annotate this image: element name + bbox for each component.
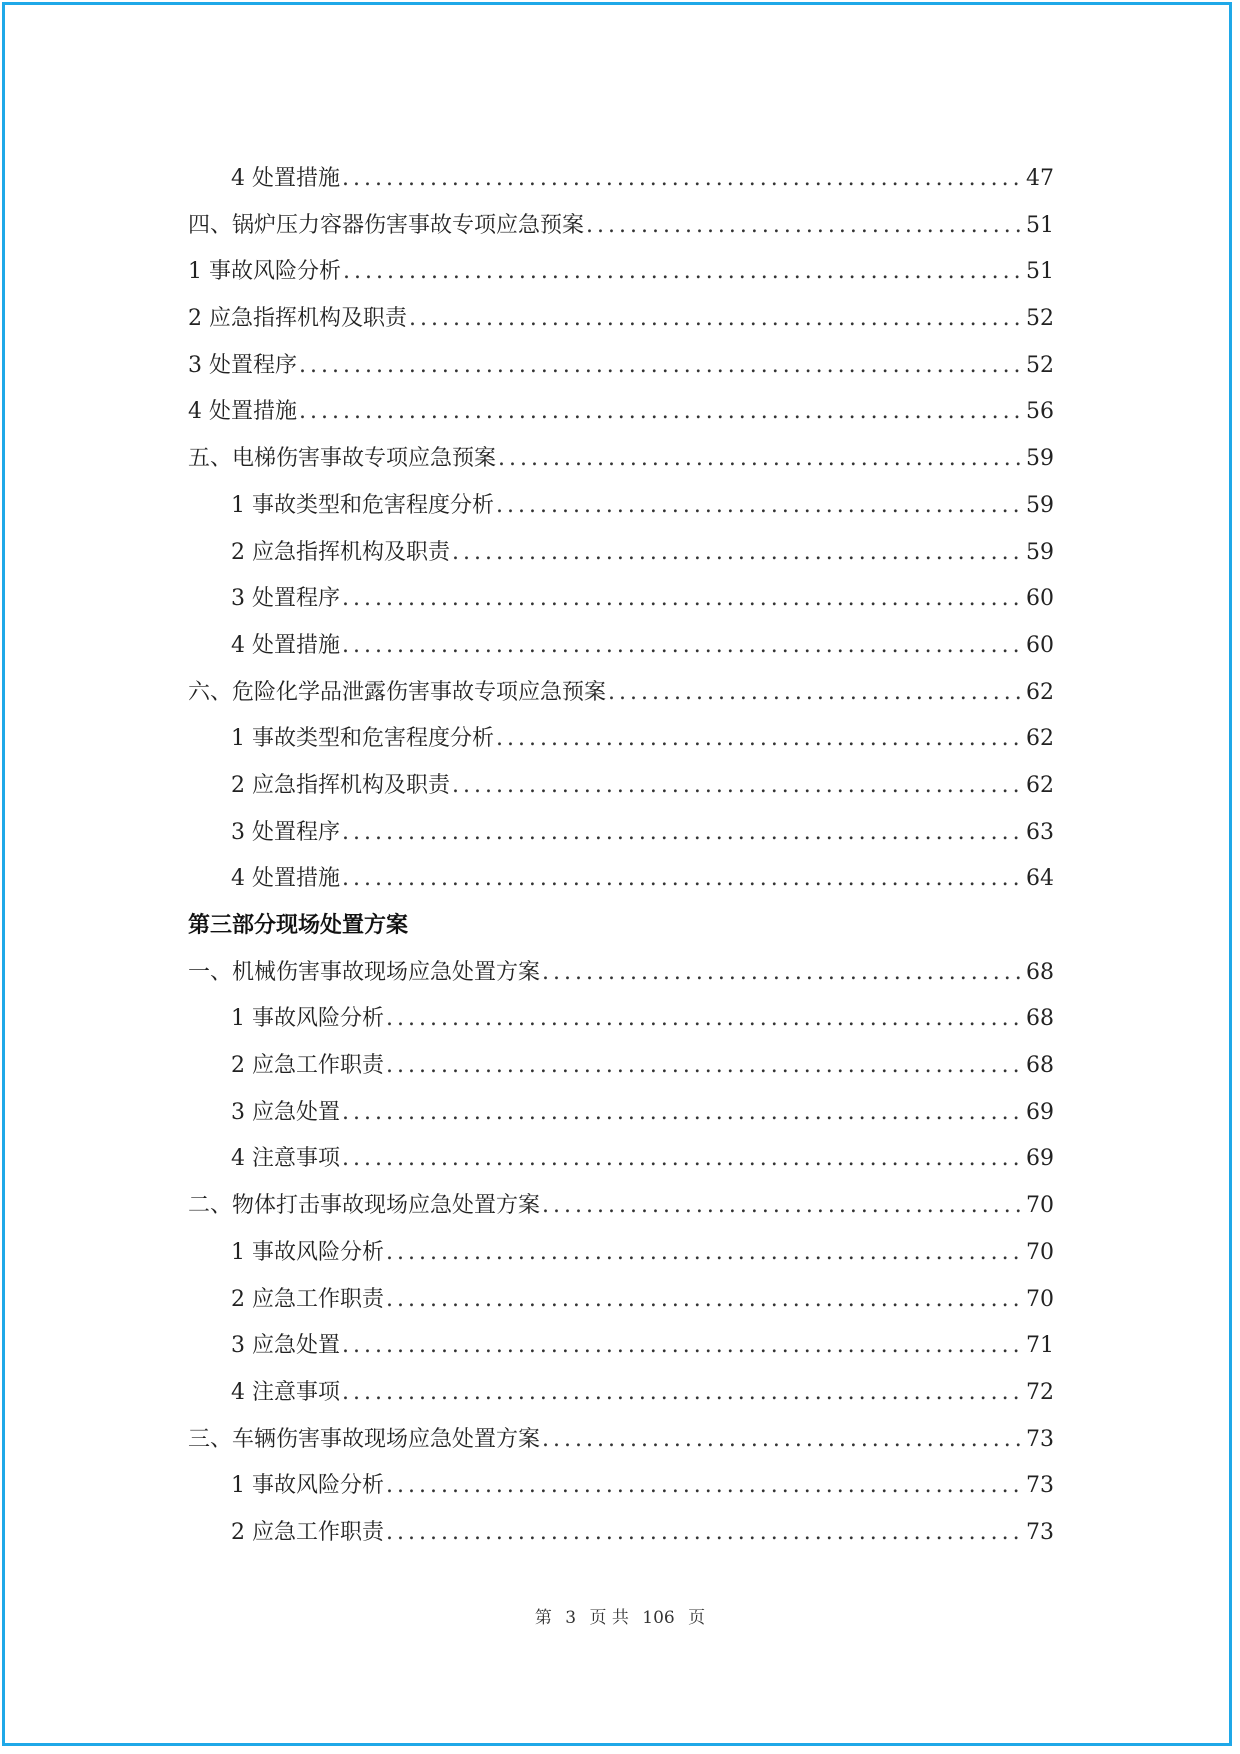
toc-entry[interactable] [188, 1183, 1054, 1230]
toc-entry-title: 1 事故类型和危害程度分析 [231, 726, 494, 752]
toc-entry[interactable] [188, 856, 1054, 903]
toc-entry-page-number: 62 [1026, 726, 1054, 752]
toc-entry-title: 4 处置措施 [231, 632, 340, 658]
toc-entry[interactable] [188, 996, 1054, 1043]
toc-dot-leader [386, 1043, 1024, 1090]
toc-entry[interactable] [188, 530, 1054, 577]
toc-entry[interactable] [188, 1323, 1054, 1370]
toc-entry-title: 2 应急工作职责 [231, 1286, 384, 1312]
toc-dot-leader [342, 856, 1024, 903]
toc-entry-title: 3 处置程序 [231, 819, 340, 845]
toc-entry-title: 2 应急指挥机构及职责 [231, 772, 450, 798]
toc-dot-leader [452, 530, 1024, 577]
toc-entry-page-number: 47 [1026, 166, 1054, 191]
toc-dot-leader [342, 156, 1024, 203]
toc-dot-leader [342, 1090, 1024, 1137]
toc-entry-page-number: 69 [1026, 1146, 1054, 1172]
toc-entry[interactable] [188, 436, 1054, 483]
toc-dot-leader [386, 1277, 1024, 1324]
toc-dot-leader [342, 810, 1024, 857]
toc-entry[interactable] [188, 1463, 1054, 1510]
toc-entry-title: 2 应急指挥机构及职责 [231, 539, 450, 565]
table-of-contents [188, 156, 1054, 1557]
footer-current-page: 3 [565, 1608, 577, 1628]
toc-list-part-b [188, 950, 1054, 1557]
toc-entry[interactable] [188, 203, 1054, 250]
toc-entry-title: 1 事故风险分析 [231, 1006, 384, 1032]
toc-dot-leader [343, 249, 1024, 296]
toc-entry-page-number: 60 [1026, 632, 1054, 658]
page-footer [0, 1603, 1240, 1628]
toc-dot-leader [452, 763, 1024, 810]
toc-entry-title: 4 处置措施 [231, 166, 340, 191]
toc-entry[interactable] [188, 483, 1054, 530]
toc-dot-leader [342, 1323, 1024, 1370]
toc-entry-page-number: 64 [1026, 866, 1054, 892]
toc-entry-page-number: 52 [1026, 352, 1054, 378]
footer-prefix: 第 [534, 1608, 552, 1628]
toc-entry-title: 3 处置程序 [231, 586, 340, 612]
toc-entry[interactable] [188, 1136, 1054, 1183]
toc-entry-title: 2 应急工作职责 [231, 1053, 384, 1079]
toc-entry[interactable] [188, 1510, 1054, 1557]
toc-dot-leader [542, 1417, 1024, 1464]
toc-entry[interactable] [188, 296, 1054, 343]
toc-entry[interactable] [188, 1277, 1054, 1324]
toc-entry-page-number: 70 [1026, 1239, 1054, 1265]
toc-entry[interactable] [188, 249, 1054, 296]
toc-entry[interactable] [188, 716, 1054, 763]
toc-entry-title: 3 应急处置 [231, 1099, 340, 1125]
toc-entry-page-number: 73 [1026, 1426, 1054, 1452]
toc-entry-title: 三、车辆伤害事故现场应急处置方案 [188, 1426, 541, 1452]
toc-dot-leader [586, 203, 1024, 250]
toc-entry-page-number: 59 [1026, 492, 1054, 518]
toc-entry-page-number: 62 [1026, 679, 1054, 705]
toc-entry[interactable] [188, 1043, 1054, 1090]
toc-entry-page-number: 69 [1026, 1099, 1054, 1125]
toc-entry-page-number: 62 [1026, 772, 1054, 798]
toc-dot-leader [342, 623, 1024, 670]
toc-entry-page-number: 68 [1026, 1006, 1054, 1032]
toc-entry-page-number: 72 [1026, 1379, 1054, 1405]
toc-entry[interactable] [188, 156, 1054, 203]
toc-entry-title: 1 事故风险分析 [188, 259, 341, 285]
toc-entry[interactable] [188, 343, 1054, 390]
toc-entry-page-number: 59 [1026, 539, 1054, 565]
toc-dot-leader [342, 1136, 1024, 1183]
toc-entry-title: 1 事故类型和危害程度分析 [231, 492, 494, 518]
toc-entry-title: 3 应急处置 [231, 1333, 340, 1359]
toc-entry-page-number: 56 [1026, 399, 1054, 425]
toc-dot-leader [409, 296, 1024, 343]
toc-entry-page-number: 73 [1026, 1473, 1054, 1499]
toc-entry-title: 4 注意事项 [231, 1146, 340, 1172]
toc-entry-page-number: 70 [1026, 1193, 1054, 1219]
toc-entry-page-number: 63 [1026, 819, 1054, 845]
toc-entry-page-number: 70 [1026, 1286, 1054, 1312]
toc-entry-title: 四、锅炉压力容器伤害事故专项应急预案 [188, 212, 585, 238]
toc-entry[interactable] [188, 763, 1054, 810]
toc-entry-page-number: 59 [1026, 446, 1054, 472]
toc-entry-title: 4 处置措施 [231, 866, 340, 892]
toc-entry-title: 二、物体打击事故现场应急处置方案 [188, 1193, 541, 1219]
toc-entry-title: 1 事故风险分析 [231, 1239, 384, 1265]
toc-list-part-a [188, 156, 1054, 903]
toc-dot-leader [386, 1230, 1024, 1277]
toc-entry-title: 五、电梯伤害事故专项应急预案 [188, 446, 497, 472]
toc-entry-title: 2 应急工作职责 [231, 1519, 384, 1545]
toc-dot-leader [386, 1510, 1024, 1557]
toc-entry-title: 3 处置程序 [188, 352, 297, 378]
toc-dot-leader [496, 716, 1024, 763]
toc-dot-leader [386, 996, 1024, 1043]
toc-entry[interactable] [188, 950, 1054, 997]
toc-dot-leader [608, 670, 1024, 717]
toc-dot-leader [342, 1370, 1024, 1417]
toc-entry[interactable] [188, 810, 1054, 857]
toc-entry[interactable] [188, 1230, 1054, 1277]
toc-entry-page-number: 68 [1026, 1053, 1054, 1079]
toc-entry-page-number: 52 [1026, 306, 1054, 332]
toc-entry-page-number: 51 [1026, 212, 1054, 238]
toc-entry[interactable] [188, 1417, 1054, 1464]
toc-entry[interactable] [188, 1370, 1054, 1417]
footer-suffix: 页 [688, 1608, 706, 1628]
toc-entry-page-number: 71 [1026, 1333, 1054, 1359]
section-heading: 第三部分现场处置方案 [188, 913, 409, 938]
toc-entry-title: 4 处置措施 [188, 399, 297, 425]
toc-entry-page-number: 60 [1026, 586, 1054, 612]
footer-middle: 页 共 [589, 1608, 629, 1628]
toc-entry[interactable] [188, 576, 1054, 623]
toc-entry-page-number: 73 [1026, 1519, 1054, 1545]
toc-dot-leader [342, 576, 1024, 623]
toc-dot-leader [299, 343, 1024, 390]
toc-entry[interactable] [188, 389, 1054, 436]
toc-dot-leader [498, 436, 1024, 483]
toc-entry-title: 4 注意事项 [231, 1379, 340, 1405]
toc-entry-title: 2 应急指挥机构及职责 [188, 306, 407, 332]
toc-dot-leader [496, 483, 1024, 530]
footer-total-pages: 106 [642, 1608, 675, 1628]
toc-entry-title: 一、机械伤害事故现场应急处置方案 [188, 959, 541, 985]
toc-entry-title: 六、危险化学品泄露伤害事故专项应急预案 [188, 679, 607, 705]
toc-entry[interactable] [188, 670, 1054, 717]
toc-dot-leader [542, 1183, 1024, 1230]
toc-entry-page-number: 68 [1026, 959, 1054, 985]
toc-dot-leader [386, 1463, 1024, 1510]
toc-dot-leader [542, 950, 1024, 997]
toc-entry-title: 1 事故风险分析 [231, 1473, 384, 1499]
toc-dot-leader [299, 389, 1024, 436]
toc-entry[interactable] [188, 1090, 1054, 1137]
toc-entry-page-number: 51 [1026, 259, 1054, 285]
toc-entry[interactable] [188, 623, 1054, 670]
